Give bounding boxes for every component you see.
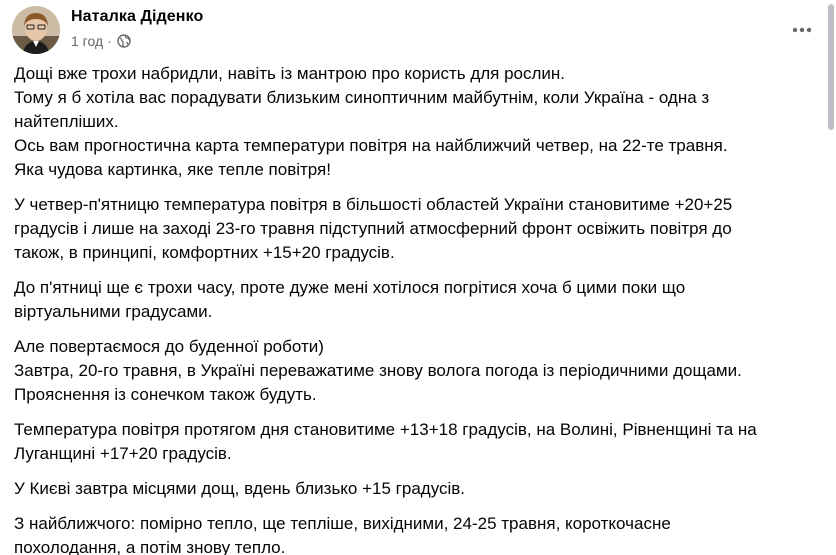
text-line: Ось вам прогностична карта температури повітря на найближчий четвер, на 22-те травня. <box>14 136 728 155</box>
text-line: Дощі вже трохи набридли, навіть із мантрою про користь для рослин. <box>14 64 566 83</box>
text-line: також, в принципі, комфортних +15+20 градусів. <box>14 243 395 262</box>
text-line: найтепліших. <box>14 112 119 131</box>
meta-separator: · <box>107 33 112 49</box>
text-line: У Києві завтра місцями дощ, вдень близько +15 градусів. <box>14 479 466 498</box>
text-line: Завтра, 20-го травня, в Україні переважатиме знову волога погода із періодичними дощами. <box>14 361 742 380</box>
post-paragraph <box>14 335 804 407</box>
post-paragraph <box>14 62 804 182</box>
text-line: До п'ятниці ще є трохи часу, проте дуже мені хотілося погрітися хоча б цими поки що <box>14 278 686 297</box>
text-line: похолодання, а потім знову тепло. <box>14 538 286 555</box>
post-text <box>14 62 804 555</box>
post-paragraph <box>14 512 804 555</box>
text-line: віртуальними градусами. <box>14 302 213 321</box>
text-line: З найближчого: помірно тепло, ще тепліше, вихідними, 24-25 травня, короткочасне <box>14 514 671 533</box>
text-line: У четвер-п'ятницю температура повітря в більшості областей України становитиме +20+25 <box>14 195 733 214</box>
post-meta <box>71 33 131 49</box>
text-line: Луганщині +17+20 градусів. <box>14 444 232 463</box>
post-paragraph <box>14 418 804 466</box>
avatar-photo <box>12 6 60 54</box>
post-paragraph <box>14 193 804 265</box>
text-line: градусів і лише на заході 23-го травня підступний атмосферний фронт освіжить повітря до <box>14 219 732 238</box>
more-options-button[interactable] <box>786 14 818 46</box>
post-paragraph <box>14 276 804 324</box>
scrollbar[interactable] <box>825 0 836 555</box>
post-paragraph <box>14 477 804 501</box>
author-avatar[interactable] <box>12 6 60 54</box>
globe-icon[interactable] <box>117 34 131 48</box>
more-options-icon <box>792 27 812 33</box>
text-line: Тому я б хотіла вас порадувати близьким синоптичним майбутнім, коли Україна - одна з <box>14 88 710 107</box>
text-line: Температура повітря протягом дня становитиме +13+18 градусів, на Волині, Рівненщині та на <box>14 420 757 439</box>
text-line: Але повертаємося до буденної роботи) <box>14 337 324 356</box>
author-name[interactable]: Наталка Діденко <box>71 8 204 25</box>
scrollbar-thumb[interactable] <box>828 4 834 130</box>
post-timestamp[interactable]: 1 год <box>71 33 104 49</box>
text-line: Прояснення із сонечком також будуть. <box>14 385 317 404</box>
text-line: Яка чудова картинка, яке тепле повітря! <box>14 160 331 179</box>
